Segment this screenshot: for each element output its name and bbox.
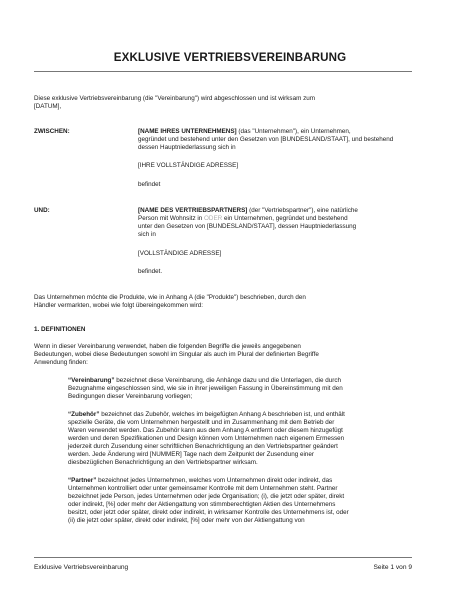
footer-title: Exklusive Vertriebsvereinbarung — [34, 564, 129, 571]
defined-term: “Zubehör” — [68, 411, 100, 418]
document-title: EXKLUSIVE VERTRIEBSVEREINBARUNG — [113, 51, 347, 64]
definition-line: (ii) die jetzt oder später, direkt oder indirekt, [%] oder mehr von der Aktiengattung von — [68, 517, 305, 524]
und-line: unter den Gesetzen von [BUNDESLAND/STAAT], dessen Hauptniederlassung — [138, 223, 357, 230]
definition-line: jederzeit durch Zusendung einer schriftlichen Benachrichtigung an den Vertriebspartner geändert — [68, 443, 338, 450]
definition-line: besitzt, oder jetzt oder später, direkt oder indirekt, in wirksamer Kontrolle des Unternehmens ist, oder — [68, 509, 349, 516]
defined-term: “Partner” — [68, 477, 97, 484]
zwischen-line: gegründet und bestehend unter den Gesetzen von [BUNDESLAND/STAAT], und bestehend — [138, 136, 394, 143]
company-name-placeholder: [NAME IHRES UNTERNEHMENS] — [138, 128, 237, 135]
section-heading: 1. DEFINITIONEN — [34, 326, 86, 333]
und-befindet: befindet. — [138, 268, 163, 275]
definitions-intro-line: Anwendung finden: — [34, 359, 88, 366]
preamble-line: Händler vermarkten, wobei wie folgt übereingekommen wird: — [34, 302, 204, 309]
oder-placeholder: ODER — [204, 215, 223, 222]
title-rule — [34, 71, 412, 72]
definition-line: Bezugnahme eingeschlossen sind, wie sie in ihrer jeweiligen Fassung in Übereinstimmung mit den — [68, 385, 343, 392]
definition-line: spezielle Geräte, die vom Unternehmen hergestellt und im Zusammenhang mit dem Betrieb der — [68, 419, 335, 426]
definitions-intro-line: Wenn in dieser Vereinbarung verwendet, haben die folgenden Begriffe die jeweils angegebenen — [34, 343, 301, 350]
zwischen-party-line: [NAME IHRES UNTERNEHMENS] (das "Unternehmen"), ein Unternehmen, — [138, 128, 351, 135]
page-number: Seite 1 von 9 — [373, 564, 412, 571]
definitions-intro-line: Bedeutungen, wobei diese Bedeutungen sowohl im Singular als auch im Plural der definierten Begriffe — [34, 351, 319, 358]
definition-line: werden. Jede Änderung wird [NUMMER] Tage nach dem Zeitpunkt der Zusendung einer — [68, 451, 314, 458]
definition-zubehoer: “Zubehör” bezeichnet das Zubehör, welches im beigefügten Anhang A beschrieben ist, und enthält — [68, 411, 345, 418]
defined-term: “Vereinbarung” — [68, 377, 115, 384]
distributor-address-placeholder: [VOLLSTÄNDIGE ADRESSE] — [138, 250, 222, 257]
preamble-line: Das Unternehmen möchte die Produkte, wie in Anhang A (die "Produkte") beschrieben, durch den — [34, 294, 306, 301]
definition-line: oder indirekt, [%] oder mehr der Aktiengattung von stimmberechtigten Aktien des Unternehmens — [68, 501, 336, 508]
definition-partner: “Partner” bezeichnet jedes Unternehmen, welches vom Unternehmen direkt oder indirekt, das — [68, 477, 333, 484]
definition-line: bezeichnet jede Person, jedes Unternehmen oder jede Organisation; (i), die jetzt oder später, direkt — [68, 493, 345, 500]
zwischen-befindet: befindet — [138, 181, 161, 188]
zwischen-line: dessen Hauptniederlassung sich in — [138, 144, 236, 151]
und-label: UND: — [34, 207, 50, 214]
und-party-line: [NAME DES VERTRIEBSPARTNERS] (der "Vertriebspartner"), eine natürliche — [138, 207, 358, 214]
intro-line: [DATUM], — [34, 103, 62, 110]
und-line: sich in — [138, 231, 156, 238]
definition-line: diesbezüglichen Benachrichtigung an den Vertriebspartner wirksam. — [68, 459, 258, 466]
zwischen-label: ZWISCHEN: — [34, 128, 70, 135]
und-line: Person mit Wohnsitz in ODER ein Unternehmen, gegründet und bestehend — [138, 215, 348, 222]
company-address-placeholder: [IHRE VOLLSTÄNDIGE ADRESSE] — [138, 162, 239, 169]
definition-line: Waren verwendet werden. Das Zubehör kann aus dem Anhang A entfernt oder diesem hinzugefügt — [68, 427, 343, 434]
definition-line: werden und deren Spezifikationen und Design können vom Unternehmen nach eigenem Ermessen — [68, 435, 345, 442]
distributor-name-placeholder: [NAME DES VERTRIEBSPARTNERS] — [138, 207, 248, 214]
footer-rule — [34, 557, 412, 558]
definition-line: Bedingungen dieser Vereinbarung vorliegen; — [68, 393, 193, 400]
definition-line: Unternehmen kontrolliert oder unter gemeinsamer Kontrolle mit dem Unternehmen steht. Partner — [68, 485, 338, 492]
definition-vereinbarung: “Vereinbarung” bezeichnet diese Vereinbarung, die Anhänge dazu und die Unterlagen, die durch — [68, 377, 342, 384]
intro-line: Diese exklusive Vertriebsvereinbarung (die "Vereinbarung") wird abgeschlossen und ist wirksam zum — [34, 95, 315, 102]
